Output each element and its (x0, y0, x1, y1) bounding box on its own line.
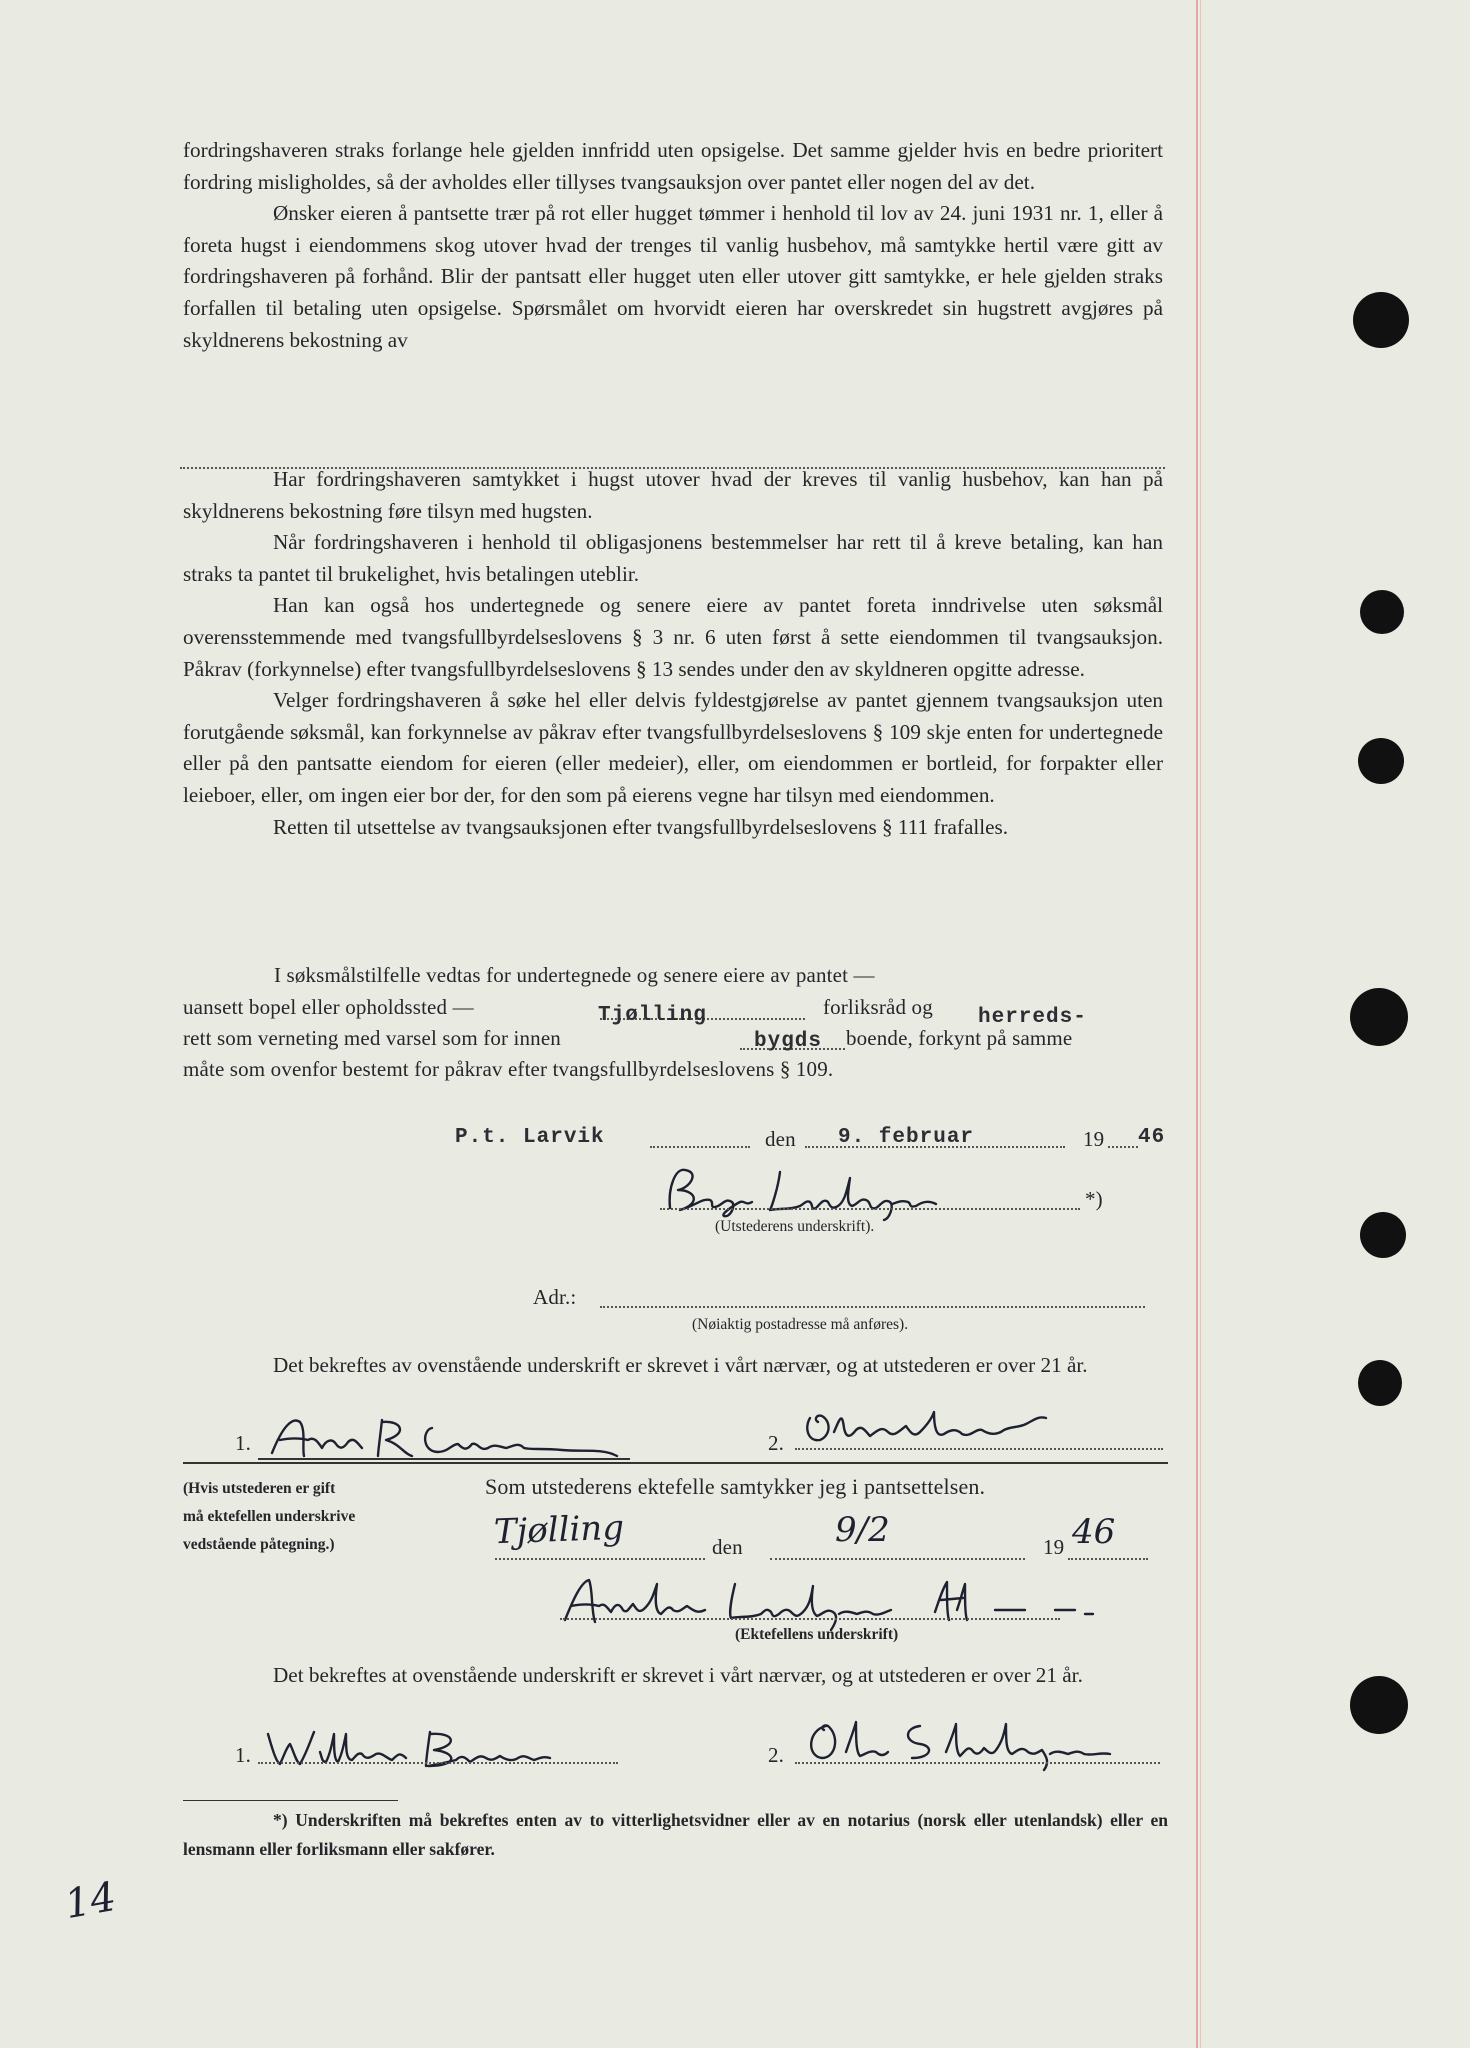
dotted-fill (1108, 1146, 1138, 1148)
red-margin-line (1196, 0, 1198, 2048)
spouse-date-handwritten: 9/2 (835, 1510, 890, 1550)
spouse-signature-dotted-line (560, 1618, 1060, 1620)
witness-2-number: 2. (768, 1431, 785, 1455)
spouse-consent-statement: Som utstederens ektefelle samtykker jeg i pantsettelsen. (485, 1474, 986, 1499)
punch-hole (1350, 988, 1408, 1046)
witness-statement-1 (183, 1350, 1163, 1382)
witness-2-dotted-line (795, 1448, 1163, 1450)
issuer-footnote-mark: *) (1085, 1187, 1103, 1211)
paragraph: fordringshaveren straks forlange hele gjelden innfridd uten opsigelse. Det samme gjelder hvis en bedre prioritert fordring misligholdes, så der avholdes eller tillyses tvangsauksjon over pantet eller nogen del av det. (183, 138, 1163, 194)
text-block-main (183, 464, 1163, 843)
dotted-fill (770, 1558, 1025, 1560)
venue-line-2b: forliksråd og (823, 995, 933, 1019)
witness-4-dotted-line (795, 1762, 1160, 1764)
dotted-fill (495, 1558, 705, 1560)
punch-hole (1360, 590, 1404, 634)
spouse-year-prefix: 19 (1043, 1535, 1065, 1559)
signature-dotted-line (660, 1208, 1080, 1210)
typed-herreds: herreds- (978, 1006, 1087, 1029)
venue-line-3a: rett som verneting med varsel som for innen (183, 1026, 561, 1050)
date-den-label: den (765, 1127, 796, 1151)
footnote-text: *) Underskriften må bekreftes enten av to vitterlighetsvidner eller av en notarius (norsk eller utenlandsk) eller en lensmann eller forliksmann eller sakfører. (183, 1810, 1168, 1859)
witness-statement-2 (183, 1660, 1163, 1692)
address-dotted-line (600, 1306, 1145, 1308)
witness-3-signature (260, 1718, 600, 1776)
paragraph: Retten til utsettelse av tvangsauksjonen efter tvangsfullbyrdelseslovens § 111 frafalles. (273, 814, 1009, 839)
punch-hole (1353, 292, 1409, 348)
section-divider (183, 1462, 1168, 1464)
footnote-rule (183, 1800, 398, 1801)
witness-3-number: 1. (235, 1743, 252, 1767)
venue-line-1: I søksmålstilfelle vedtas for undertegnede og senere eiere av pantet — (274, 963, 875, 987)
paragraph: Han kan også hos undertegnede og senere eiere av pantet foreta inndrivelse uten søksmål overensstemmende med tvangsfullbyrdelseslovens § 3 nr. 6 uten først å sette eiendommen til tvangsauksjon. Påkrav (forkynnelse) efter tvangsfullbyrdelseslovens § 13 sendes under den av skyldneren opgitte adresse. (183, 593, 1163, 681)
witness-1-line (258, 1458, 630, 1460)
venue-line-4: måte som ovenfor bestemt for påkrav efter tvangsfullbyrdelseslovens § 109. (183, 1057, 834, 1081)
typed-date: 9. februar (838, 1126, 975, 1149)
paragraph: Ønsker eieren å pantsette trær på rot eller hugget tømmer i henhold til lov av 24. juni 1931 nr. 1, eller å foreta hugst i eiendommens skog utover hvad der trenges til vanlig husbehov, må samtykke hertil være gitt av fordringshaveren på forhånd. Blir der pantsatt eller hugget uten eller utover gitt samtykke, er hele gjelden straks forfallen til betaling uten opsigelse. Spørsmålet om hvorvidt eieren har overskredet sin hugstrett avgjøres på skyldnerens bekostning av (183, 201, 1163, 352)
witness-4-number: 2. (768, 1743, 785, 1767)
corner-handwritten-mark: 14 (61, 1873, 120, 1929)
spouse-den-label: den (712, 1535, 743, 1559)
punch-hole (1358, 738, 1404, 784)
paragraph: Har fordringshaveren samtykket i hugst utover hvad der kreves til vanlig husbehov, kan han på skyldnerens bekostning føre tilsyn med hugsten. (183, 467, 1163, 523)
spouse-place-handwritten: Tjølling (493, 1507, 625, 1553)
typed-bygds: bygds (754, 1030, 823, 1053)
punch-hole (1360, 1212, 1406, 1258)
venue-line-3b: boende, forkynt på samme (846, 1026, 1073, 1050)
paragraph: Det bekreftes at ovenstående underskrift er skrevet i vårt nærvær, og at utstederen er over 21 år. (273, 1663, 1083, 1687)
paragraph: Når fordringshaveren i henhold til obligasjonens bestemmelser har rett til å kreve betaling, kan han straks ta pantet til brukelighet, hvis betalingen uteblir. (183, 530, 1163, 586)
spouse-note-line-2: må ektefellen underskrive (183, 1508, 356, 1525)
address-caption: (Nøiaktig postadresse må anføres). (692, 1316, 909, 1333)
red-margin-line-secondary (1200, 0, 1201, 2048)
typed-tjolling: Tjølling (598, 1004, 707, 1027)
punch-hole (1350, 1676, 1408, 1734)
witness-1-number: 1. (235, 1431, 252, 1455)
typed-year: 46 (1138, 1126, 1166, 1149)
spouse-signature-caption: (Ektefellens underskrift) (735, 1626, 899, 1643)
punch-hole (1358, 1360, 1402, 1406)
address-label: Adr.: (533, 1285, 577, 1309)
witness-3-dotted-line (258, 1762, 618, 1764)
dotted-fill (1068, 1558, 1148, 1560)
text-block-top (183, 135, 1163, 356)
paragraph: Velger fordringshaveren å søke hel eller delvis fyldestgjørelse av pantet gjennem tvangsauksjon uten forutgående søksmål, kan forkynnelse av påkrav efter tvangsfullbyrdelseslovens § 109 skje enten for undertegnede eller på den pantsatte eiendom for eieren (eller medeier), eller, om eiendommen er bortleid, for forpakter eller leieboer, eller, om ingen eier bor der, for den som på eierens vegne har tilsyn med eiendommen. (183, 688, 1163, 807)
dotted-fill (650, 1146, 750, 1148)
spouse-note-line-1: (Hvis utstederen er gift (183, 1480, 336, 1497)
venue-line-2a: uansett bopel eller opholdssted — (183, 995, 474, 1019)
date-year-prefix: 19 (1083, 1127, 1105, 1151)
footnote (183, 1806, 1168, 1864)
spouse-year-handwritten: 46 (1072, 1512, 1116, 1552)
paragraph: Det bekreftes av ovenstående underskrift er skrevet i vårt nærvær, og at utstederen er over 21 år. (273, 1353, 1088, 1377)
typed-place: P.t. Larvik (455, 1126, 605, 1149)
spouse-note-line-3: vedstående påtegning.) (183, 1536, 335, 1553)
issuer-signature-caption: (Utstederens underskrift). (715, 1218, 875, 1235)
